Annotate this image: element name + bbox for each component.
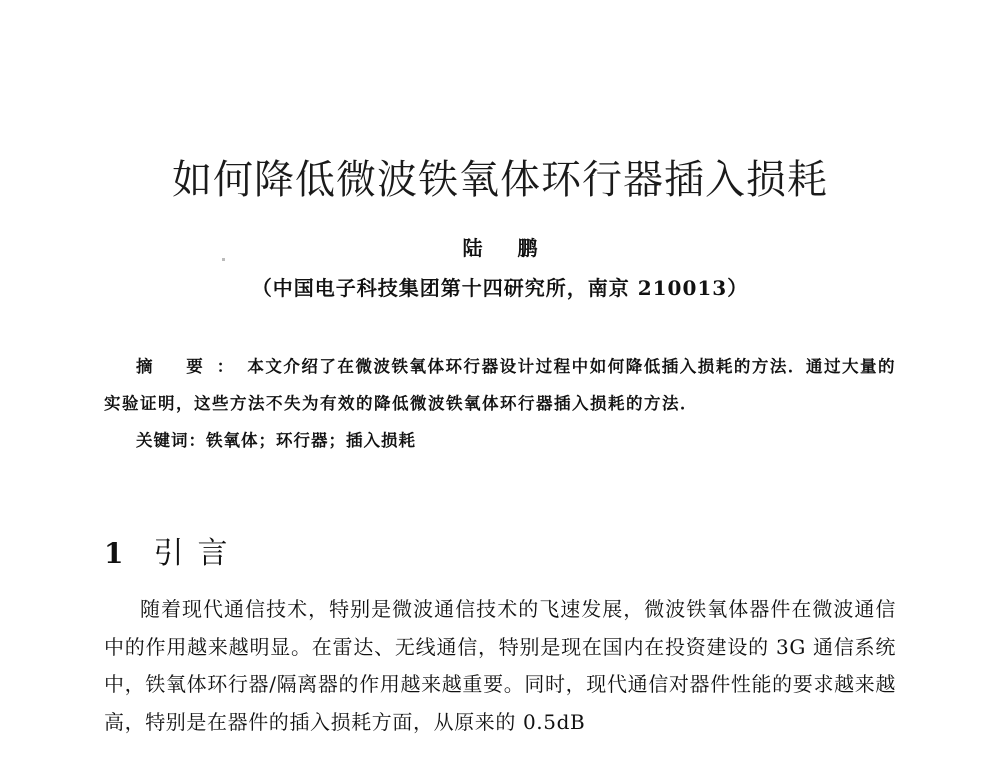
keywords-text: 铁氧体；环行器；插入损耗 [206,431,416,450]
paper-title: 如何降低微波铁氧体环行器插入损耗 [172,157,828,203]
abstract-label: 摘 要： [136,357,248,376]
keywords [136,422,896,459]
keywords-label: 关键词： [136,431,206,450]
section-heading [104,528,241,572]
abstract [104,348,896,422]
abstract-text: 本文介绍了在微波铁氧体环行器设计过程中如何降低插入损耗的方法．通过大量的实验证明，这些方法不失为有效的降低微波铁氧体环行器插入损耗的方法． [104,357,897,413]
section-title: 引言 [153,536,242,571]
author-name: 陆 鹏 [462,236,552,260]
body-text [104,591,896,741]
section-number: 1 [104,537,124,570]
author-affiliation: （中国电子科技集团第十四研究所，南京 210013） [251,276,749,300]
body-paragraph: 随着现代通信技术，特别是微波通信技术的飞速发展，微波铁氧体器件在微波通信中的作用越来越明显。在雷达、无线通信，特别是现在国内在投资建设的 3G 通信系统中，铁氧体环行器/隔离器的作用越来越重要。同时，现代通信对器件性能的要求越来越高，特别是在器件的插入损耗方面，从原来的 0.5dB [104,597,896,734]
abstract-paragraph [104,348,896,422]
